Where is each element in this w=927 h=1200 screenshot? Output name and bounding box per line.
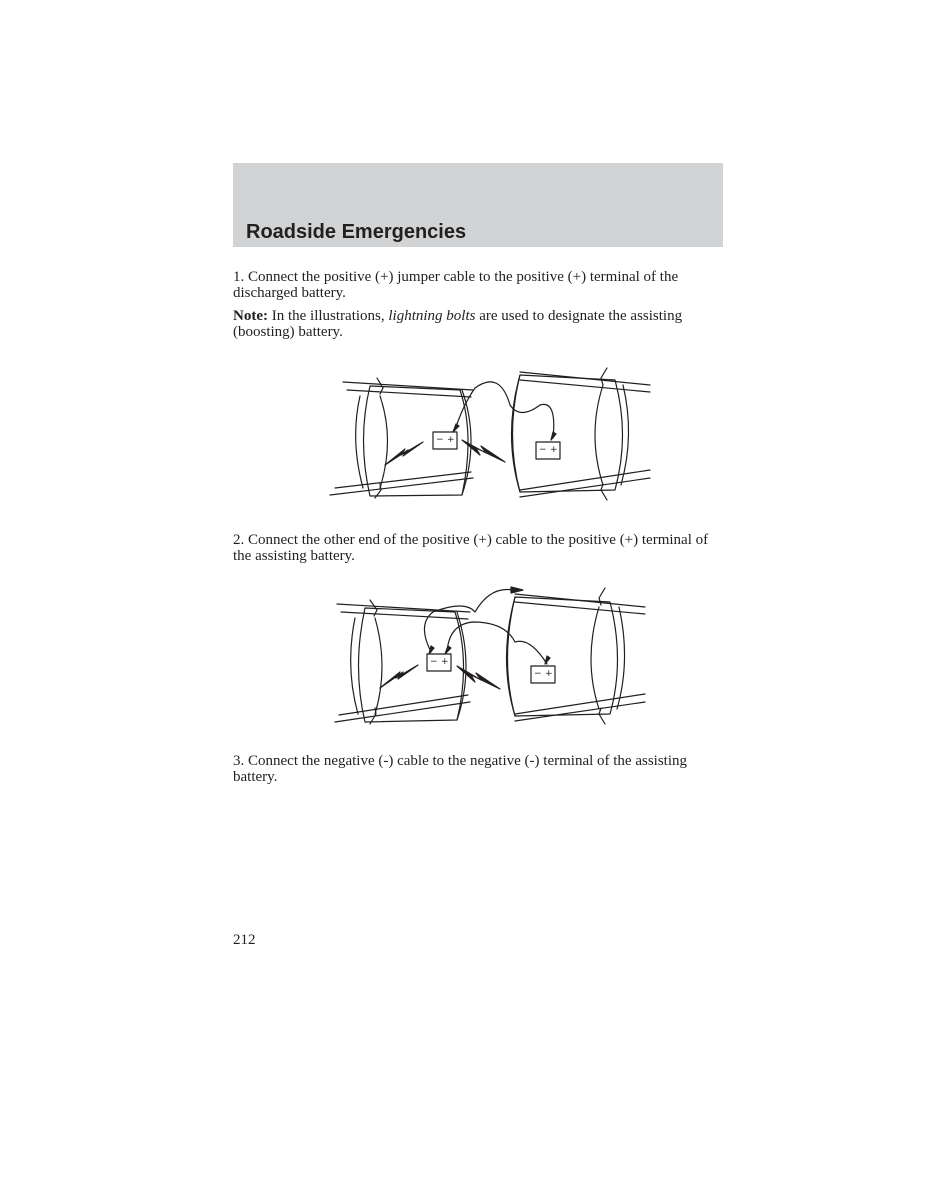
lightning-bolt-icon — [380, 665, 418, 688]
battery-plus: + — [550, 445, 558, 455]
battery-minus: − — [539, 445, 547, 455]
battery-minus: − — [436, 435, 444, 445]
battery-plus: + — [441, 657, 449, 667]
battery-plus: + — [447, 435, 455, 445]
step-2-text: 2. Connect the other end of the positive (+) cable to the positive (+) terminal of the assisting battery. — [233, 532, 709, 564]
note-text-after: are used to designate the assisting (boosting) battery. — [233, 308, 683, 340]
note-text-before: In the illustrations, — [267, 308, 389, 324]
battery-icon — [433, 432, 457, 449]
battery-icon — [427, 654, 451, 671]
battery-plus: + — [545, 669, 553, 679]
note-emphasis: lightning bolts — [388, 308, 476, 324]
battery-icon — [531, 666, 555, 683]
battery-minus: − — [430, 657, 438, 667]
discharged-car-left — [335, 600, 470, 724]
battery-minus: − — [534, 669, 542, 679]
page-number: 212 — [233, 932, 256, 948]
step-3-text: 3. Connect the negative (-) cable to the negative (-) terminal of the assisting battery. — [233, 753, 688, 785]
cable-clamp — [511, 587, 523, 593]
note-paragraph — [233, 308, 723, 340]
battery-icon — [536, 442, 560, 459]
jump-start-diagram-2 — [325, 582, 655, 737]
section-header — [233, 163, 723, 247]
lightning-bolt-icon — [385, 442, 423, 465]
jumper-cable — [424, 589, 513, 652]
jump-start-diagram-1 — [325, 360, 655, 520]
assisting-car-right — [512, 368, 651, 500]
step-1-text: 1. Connect the positive (+) jumper cable to the positive (+) terminal of the discharged battery. — [233, 269, 679, 301]
note-label: Note: — [233, 308, 268, 324]
section-title: Roadside Emergencies — [246, 221, 467, 243]
assisting-car-right — [507, 588, 646, 724]
